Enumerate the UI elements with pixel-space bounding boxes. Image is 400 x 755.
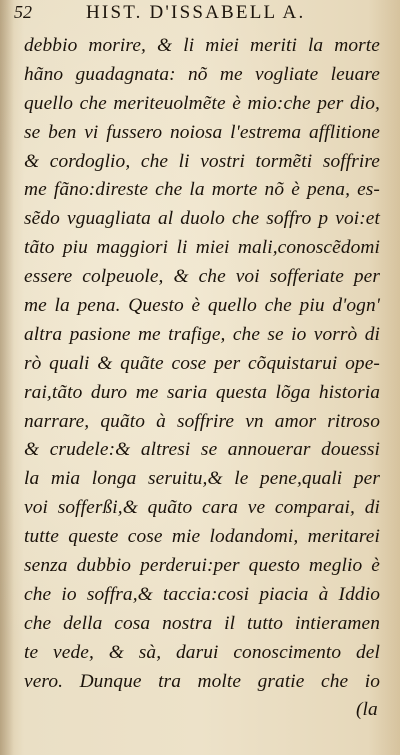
body-text <box>24 32 380 725</box>
text-line: & crudele:& altresi se annouerar douessi <box>24 439 380 461</box>
page-header <box>14 2 380 26</box>
text-line: sẽdo vguagliata al duolo che soffro p voi:et <box>24 208 380 230</box>
text-line: hãno guadagnata: nõ me vogliate leuare <box>24 63 380 85</box>
binding-shadow <box>0 0 14 755</box>
text-line: se ben vi fussero noiosa l'estrema afflitione <box>24 121 380 143</box>
text-line: quello che meriteuolmẽte è mio:che per dio, <box>24 92 380 114</box>
text-line: tutte queste cose mie lodandomi, meritarei <box>24 526 380 548</box>
text-line: voi sofferßi,& quãto cara ve comparai, di <box>24 497 380 519</box>
catchword: (la <box>356 699 378 721</box>
text-line: & cordoglio, che li vostri tormẽti soffrire <box>24 150 380 172</box>
text-line: debbio morire, & li miei meriti la morte <box>24 35 380 56</box>
text-line: rò quali & quãte cose per cõquistarui ope- <box>24 352 380 374</box>
text-line: tãto piu maggiori li miei mali,conoscẽdomi <box>24 237 380 259</box>
text-line: che della cosa nostra il tutto intieramen <box>24 612 380 634</box>
text-line: me la pena. Questo è quello che piu d'ogn' <box>24 295 380 317</box>
text-line: senza dubbio perderui:per questo meglio è <box>24 555 380 577</box>
text-line: me fãno:direste che la morte nõ è pena, es- <box>24 179 380 201</box>
text-line: narrare, quãto à soffrire vn amor ritroso <box>24 410 380 432</box>
text-line: rai,tãto duro me saria questa lõga historia <box>24 381 380 403</box>
text-line: vero. Dunque tra molte gratie che io <box>24 670 380 692</box>
running-head: HIST. D'ISSABELL A. <box>86 2 306 23</box>
text-line: altra pasione me trafige, che se io vorrò di <box>24 323 380 345</box>
page-number: 52 <box>14 2 32 22</box>
text-line: la mia longa seruitu,& le pene,quali per <box>24 468 380 490</box>
text-line: essere colpeuole, & che voi sofferiate per <box>24 266 380 288</box>
text-line: te vede, & sà, darui conoscimento del <box>24 641 380 663</box>
text-line: che io soffra,& taccia:cosi piacia à Iddio <box>24 583 380 605</box>
